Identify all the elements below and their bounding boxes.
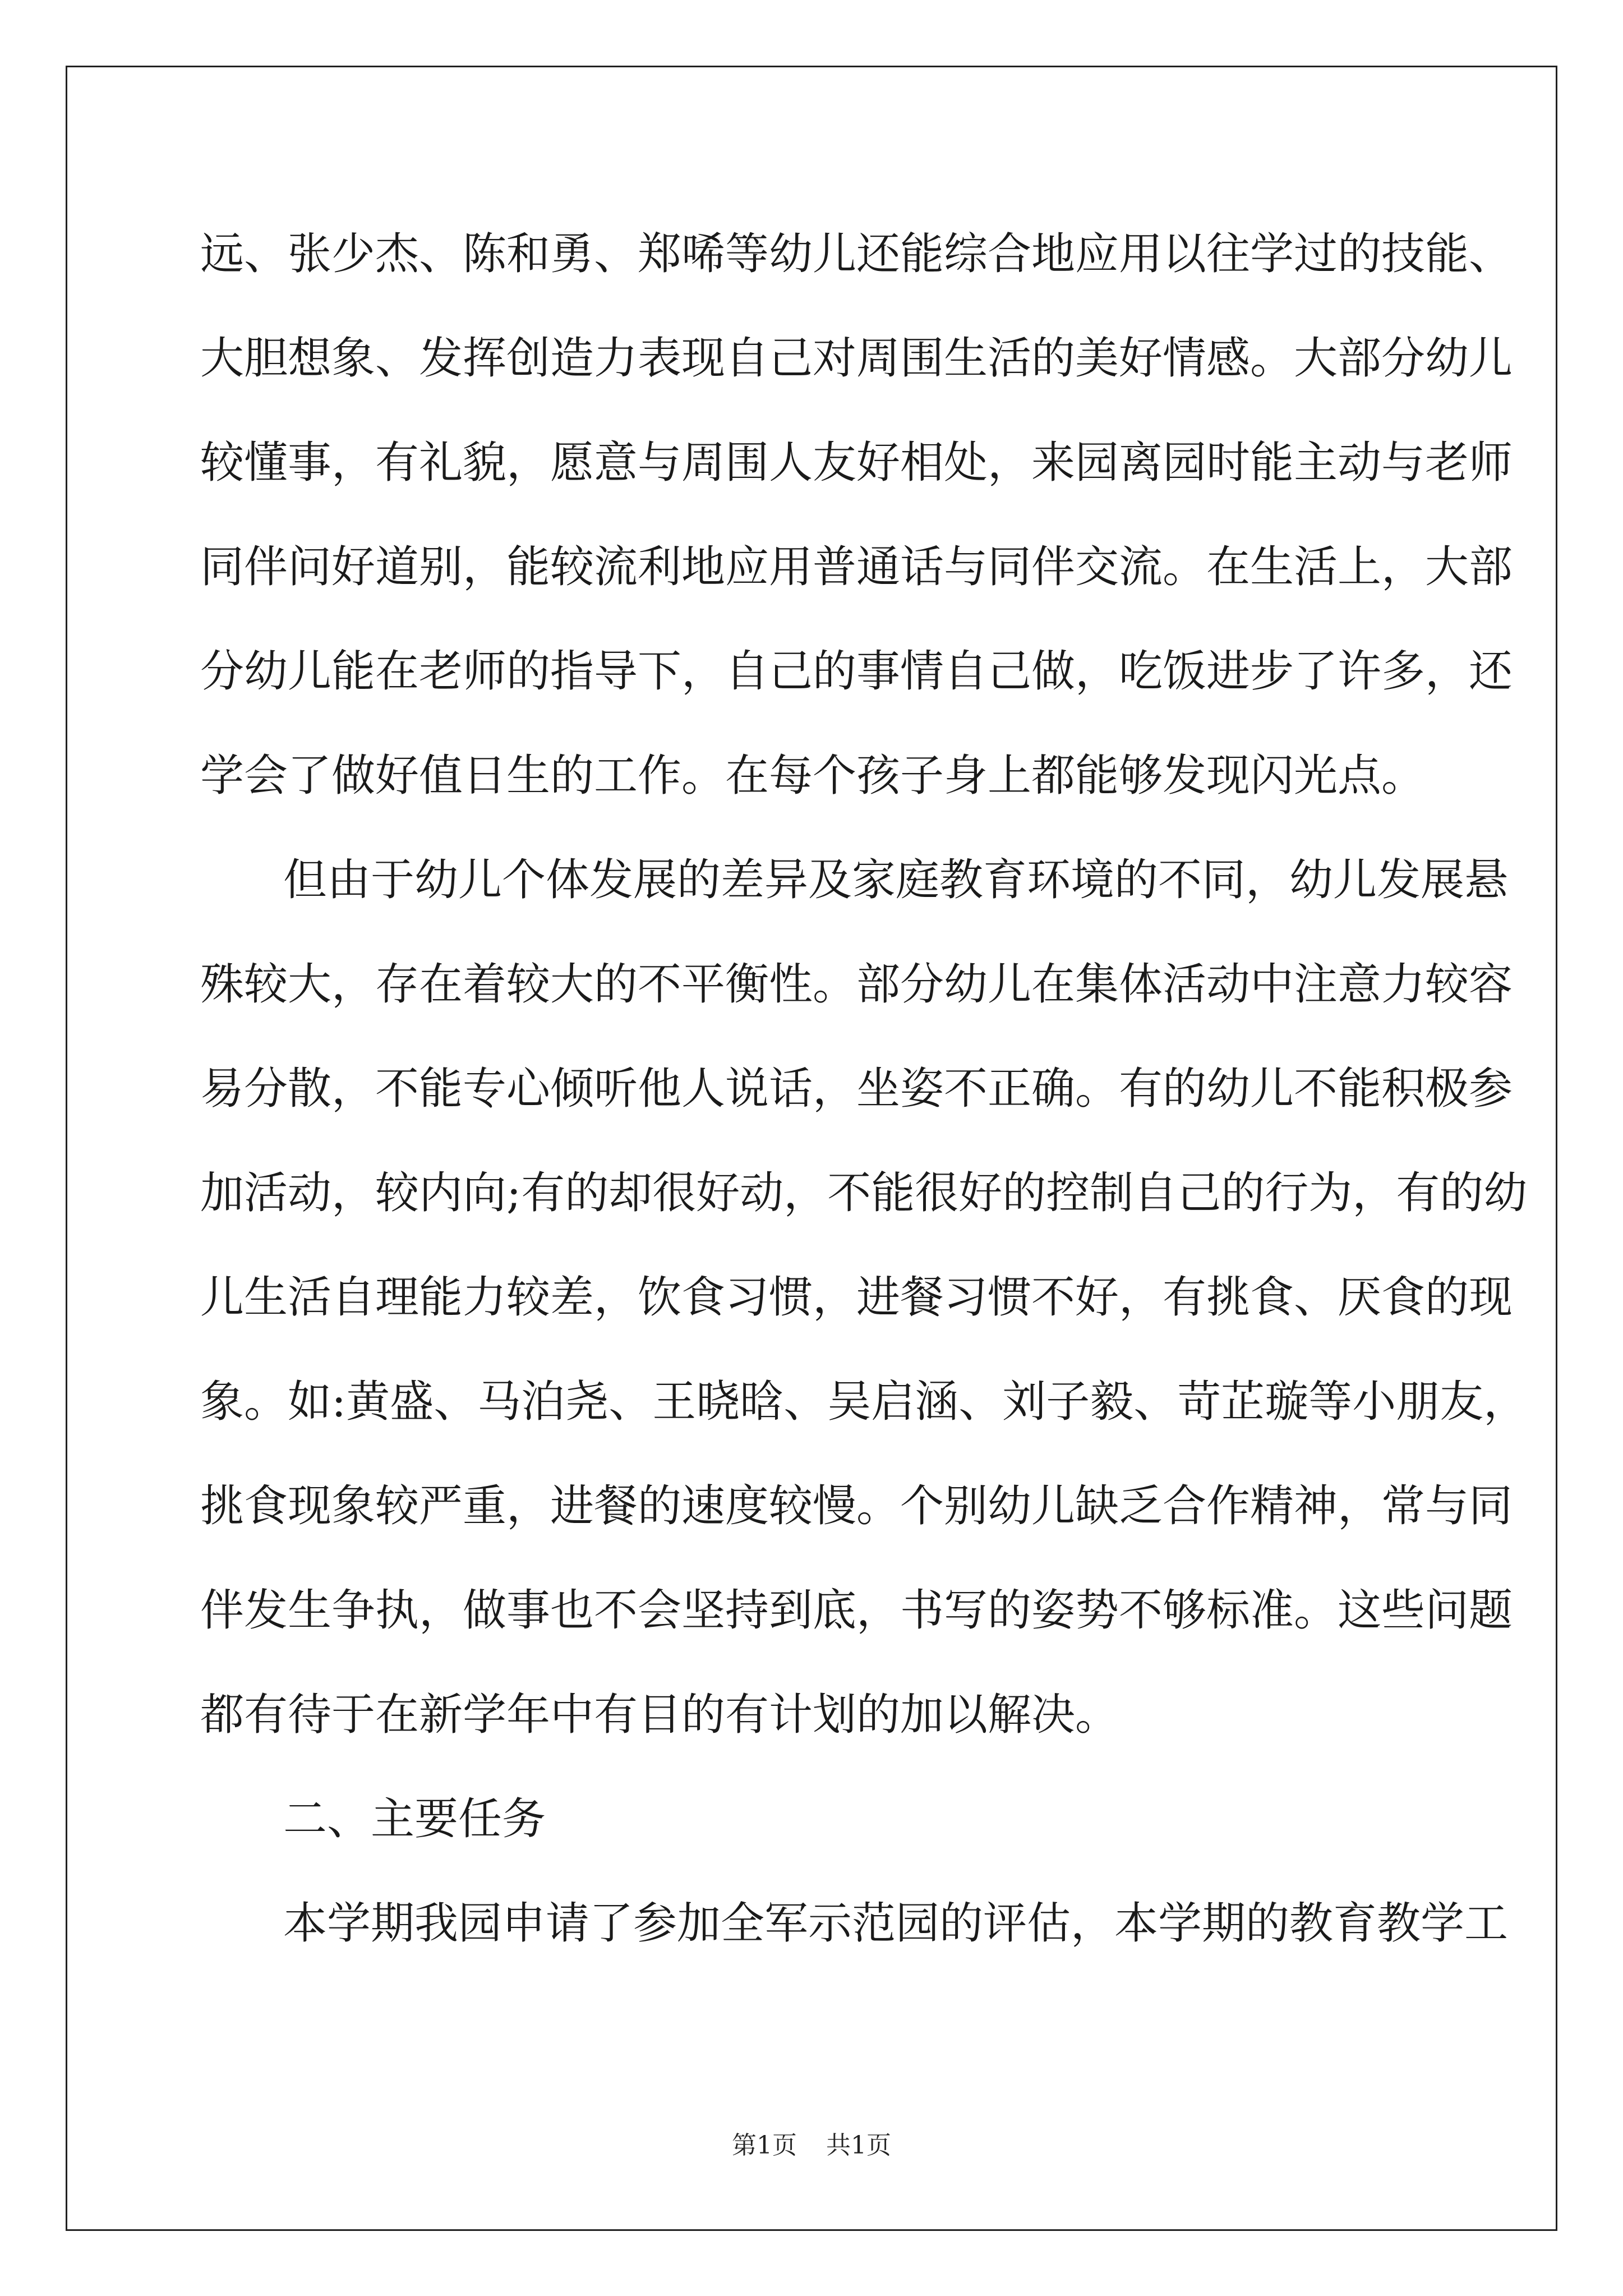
page-number: 第1页 xyxy=(732,2131,797,2160)
paragraph-start-line: 但由于幼儿个体发展的差异及家庭教育环境的不同，幼儿发展悬 xyxy=(283,855,1509,905)
text-line: 儿生活自理能力较差，饮食习惯，进餐习惯不好，有挑食、厌食的现 xyxy=(200,1272,1513,1323)
text-line: 加活动，较内向;有的却很好动，不能很好的控制自己的行为，有的幼 xyxy=(200,1168,1528,1218)
text-line: 较懂事，有礼貌，愿意与周围人友好相处，来园离园时能主动与老师 xyxy=(200,438,1513,488)
text-line: 易分散，不能专心倾听他人说话，坐姿不正确。有的幼儿不能积极参 xyxy=(200,1064,1513,1114)
text-line: 大胆想象、发挥创造力表现自己对周围生活的美好情感。大部分幼儿 xyxy=(200,333,1513,384)
section-heading: 二、主要任务 xyxy=(283,1794,546,1844)
text-line: 都有待于在新学年中有目的有计划的加以解决。 xyxy=(200,1690,1119,1740)
text-line: 挑食现象较严重，进餐的速度较慢。个别幼儿缺乏合作精神，常与同 xyxy=(200,1481,1513,1531)
text-line: 分幼儿能在老师的指导下，自己的事情自己做，吃饭进步了许多，还 xyxy=(200,646,1513,697)
text-line: 同伴问好道别，能较流利地应用普通话与同伴交流。在生活上，大部 xyxy=(200,542,1513,592)
document-body xyxy=(200,202,1528,1976)
text-line: 学会了做好值日生的工作。在每个孩子身上都能够发现闪光点。 xyxy=(200,751,1426,801)
page-footer xyxy=(0,2129,1623,2162)
text-line: 远、张少杰、陈和勇、郑唏等幼儿还能综合地应用以往学过的技能、 xyxy=(200,229,1513,279)
text-line: 象。如:黄盛、马泊尧、王晓晗、吴启涵、刘子毅、苛芷璇等小朋友， xyxy=(200,1377,1528,1427)
paragraph-start-line: 本学期我园申请了参加全军示范园的评估，本学期的教育教学工 xyxy=(283,1898,1509,1949)
text-line: 伴发生争执，做事也不会坚持到底，书写的姿势不够标准。这些问题 xyxy=(200,1585,1513,1636)
text-line: 殊较大，存在着较大的不平衡性。部分幼儿在集体活动中注意力较容 xyxy=(200,959,1513,1010)
page-total: 共1页 xyxy=(826,2131,891,2160)
